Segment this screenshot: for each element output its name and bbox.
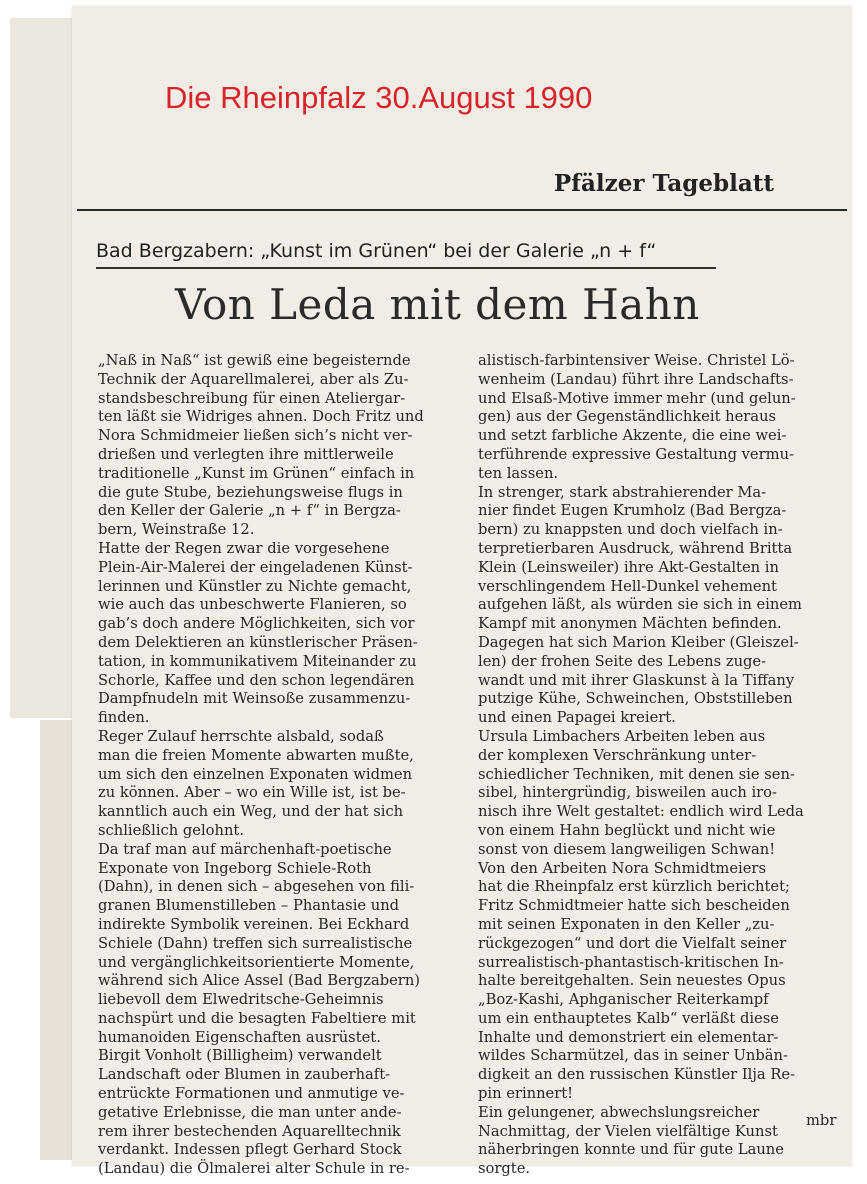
text-line: sibel, hintergründig, bisweilen auch iro- bbox=[478, 784, 777, 802]
text-line: wandt und mit ihrer Glaskunst à la Tiffany bbox=[478, 671, 795, 689]
text-line: nisch ihre Welt gestaltet: endlich wird Leda bbox=[478, 803, 804, 821]
text-line: Plein-Air-Malerei der eingeladenen Künst- bbox=[98, 558, 413, 576]
text-line: (Landau) die Ölmalerei alter Schule in re- bbox=[98, 1160, 410, 1178]
text-line: finden. bbox=[98, 709, 150, 727]
text-line: liebevoll dem Elwedritsche-Geheimnis bbox=[98, 991, 384, 1009]
text-line: tation, in kommunikativem Miteinander zu bbox=[98, 652, 417, 670]
text-line: Dampfnudeln mit Weinsoße zusammenzu- bbox=[98, 690, 411, 708]
text-line: näherbringen konnte und für gute Laune bbox=[478, 1141, 784, 1159]
divider-rule bbox=[77, 209, 847, 211]
text-line: Birgit Vonholt (Billigheim) verwandelt bbox=[98, 1047, 382, 1065]
text-line: den Keller der Galerie „n + f“ in Bergza- bbox=[98, 502, 401, 520]
text-line: Technik der Aquarellmalerei, aber als Zu- bbox=[98, 370, 409, 388]
text-line: verdankt. Indessen pflegt Gerhard Stock bbox=[98, 1141, 402, 1159]
text-line: terführende expressive Gestaltung vermu- bbox=[478, 445, 794, 463]
text-line: standsbeschreibung für einen Ateliergar- bbox=[98, 389, 406, 407]
text-line: Kampf mit anonymen Mächten befinden. bbox=[478, 615, 782, 633]
kicker-underline bbox=[96, 267, 716, 269]
text-line: pin erinnert! bbox=[478, 1085, 574, 1103]
text-line: drießen und verlegten ihre mittlerweile bbox=[98, 445, 394, 463]
text-line: Da traf man auf märchenhaft-poetische bbox=[98, 840, 392, 858]
paper-edge-left bbox=[10, 18, 74, 718]
text-line: schiedlicher Techniken, mit denen sie sen- bbox=[478, 765, 795, 783]
text-line: ten läßt sie Widriges ahnen. Doch Fritz und bbox=[98, 408, 424, 426]
text-line: gen) aus der Gegenständlichkeit heraus bbox=[478, 408, 777, 426]
article-kicker: Bad Bergzabern: „Kunst im Grünen“ bei der Galerie „n + f“ bbox=[96, 240, 657, 262]
text-line: wenheim (Landau) führt ihre Landschafts- bbox=[478, 370, 794, 388]
text-line: lerinnen und Künstler zu Nichte gemacht, bbox=[98, 577, 412, 595]
text-line: und Elsaß-Motive immer mehr (und gelun- bbox=[478, 389, 796, 407]
author-signature: mbr bbox=[806, 1112, 837, 1129]
article-headline: Von Leda mit dem Hahn bbox=[175, 280, 700, 329]
text-line: Dagegen hat sich Marion Kleiber (Gleiszel- bbox=[478, 633, 799, 651]
text-line: gab’s doch andere Möglichkeiten, sich vor bbox=[98, 615, 415, 633]
newspaper-section-title: Pfälzer Tageblatt bbox=[553, 170, 774, 197]
text-line: nachspürt und die besagten Fabeltiere mit bbox=[98, 1009, 416, 1027]
text-line: len) der frohen Seite des Lebens zuge- bbox=[478, 652, 767, 670]
text-line: Schorle, Kaffee und den schon legendären bbox=[98, 671, 415, 689]
text-line: der komplexen Verschränkung unter- bbox=[478, 746, 757, 764]
text-line: halte bereitgehalten. Sein neuestes Opus bbox=[478, 972, 786, 990]
text-line: man die freien Momente abwarten mußte, bbox=[98, 746, 414, 764]
text-line: digkeit an den russischen Künstler Ilja Re- bbox=[478, 1066, 796, 1084]
text-line: Schiele (Dahn) treffen sich surrealistische bbox=[98, 934, 413, 952]
text-line: wie auch das unbeschwerte Flanieren, so bbox=[98, 596, 407, 614]
text-line: um ein enthauptetes Kalb“ verläßt diese bbox=[478, 1009, 779, 1027]
text-line: traditionelle „Kunst im Grünen“ einfach in bbox=[98, 464, 415, 482]
text-line: und setzt farbliche Akzente, die eine wei- bbox=[478, 427, 787, 445]
text-line: Ursula Limbachers Arbeiten leben aus bbox=[478, 727, 766, 745]
text-line: alistisch-farbintensiver Weise. Christel Lö- bbox=[478, 352, 795, 369]
text-line: Nachmittag, der Vielen vielfältige Kunst bbox=[478, 1122, 778, 1140]
text-line: ten lassen. bbox=[478, 464, 559, 482]
text-line: und vergänglichkeitsorientierte Momente, bbox=[98, 953, 415, 971]
handwritten-annotation: Die Rheinpfalz 30.August 1990 bbox=[165, 80, 593, 115]
text-line: rückgezogen“ und dort die Vielfalt seiner bbox=[478, 934, 787, 952]
text-line: granen Blumenstilleben – Phantasie und bbox=[98, 897, 400, 915]
text-line: Fritz Schmidtmeier hatte sich bescheiden bbox=[478, 897, 790, 915]
text-line: Landschaft oder Blumen in zauberhaft- bbox=[98, 1066, 391, 1084]
text-line: hat die Rheinpfalz erst kürzlich berichtet; bbox=[478, 878, 790, 896]
text-line: schließlich gelohnt. bbox=[98, 821, 244, 839]
text-line: dem Delektieren an künstlerischer Präsen- bbox=[98, 633, 418, 651]
text-line: während sich Alice Assel (Bad Bergzabern) bbox=[98, 972, 421, 990]
text-line: rem ihrer bestechenden Aquarelltechnik bbox=[98, 1122, 401, 1140]
text-line: surrealistisch-phantastisch-kritischen In- bbox=[478, 953, 784, 971]
text-line: aufgehen läßt, als würden sie sich in einem bbox=[478, 596, 802, 614]
text-line: Hatte der Regen zwar die vorgesehene bbox=[98, 539, 390, 557]
article-column-right bbox=[478, 352, 838, 1179]
text-line: Von den Arbeiten Nora Schmidtmeiers bbox=[478, 859, 766, 877]
text-line: Exponate von Ingeborg Schiele-Roth bbox=[98, 859, 372, 877]
text-line: humanoiden Eigenschaften ausrüstet. bbox=[98, 1028, 381, 1046]
text-line: „Boz-Kashi, Aphganischer Reiterkampf bbox=[478, 991, 769, 1009]
text-line: Ein gelungener, abwechslungsreicher bbox=[478, 1103, 760, 1121]
text-line: bern) zu knappsten und doch vielfach in- bbox=[478, 521, 783, 539]
text-line: Nora Schmidmeier ließen sich’s nicht ver- bbox=[98, 427, 413, 445]
text-line: indirekte Symbolik vereinen. Bei Eckhard bbox=[98, 915, 410, 933]
text-line: entrückte Formationen und anmutige ve- bbox=[98, 1085, 405, 1103]
text-line: „Naß in Naß“ ist gewiß eine begeisternde bbox=[98, 352, 411, 369]
text-line: verschlingendem Hell-Dunkel vehement bbox=[478, 577, 777, 595]
text-line: zu können. Aber – wo ein Wille ist, ist be- bbox=[98, 784, 406, 802]
text-line: und einen Papagei kreiert. bbox=[478, 709, 676, 727]
text-line: sorgte. bbox=[478, 1160, 531, 1178]
text-line: bern, Weinstraße 12. bbox=[98, 521, 255, 539]
article-column-left bbox=[98, 352, 458, 1179]
text-line: Inhalte und demonstriert ein elementar- bbox=[478, 1028, 779, 1046]
text-line: In strenger, stark abstrahierender Ma- bbox=[478, 483, 767, 501]
text-line: Klein (Leinsweiler) ihre Akt-Gestalten in bbox=[478, 558, 779, 576]
text-line: putzige Kühe, Schweinchen, Obststilleben bbox=[478, 690, 793, 708]
text-line: (Dahn), in denen sich – abgesehen von fili- bbox=[98, 878, 415, 896]
text-line: terpretierbaren Ausdruck, während Britta bbox=[478, 539, 793, 557]
text-line: nier findet Eugen Krumholz (Bad Bergza- bbox=[478, 502, 787, 520]
text-line: die gute Stube, beziehungsweise flugs in bbox=[98, 483, 403, 501]
text-line: um sich den einzelnen Exponaten widmen bbox=[98, 765, 413, 783]
text-line: wildes Scharmützel, das in seiner Unbän- bbox=[478, 1047, 788, 1065]
text-line: kanntlich auch ein Weg, und der hat sich bbox=[98, 803, 404, 821]
text-line: sonst von diesem langweiligen Schwan! bbox=[478, 840, 776, 858]
text-line: mit seinen Exponaten in den Keller „zu- bbox=[478, 915, 775, 933]
text-line: von einem Hahn beglückt und nicht wie bbox=[478, 821, 776, 839]
text-line: Reger Zulauf herrschte alsbald, sodaß bbox=[98, 727, 384, 745]
text-line: getative Erlebnisse, die man unter ande- bbox=[98, 1103, 402, 1121]
